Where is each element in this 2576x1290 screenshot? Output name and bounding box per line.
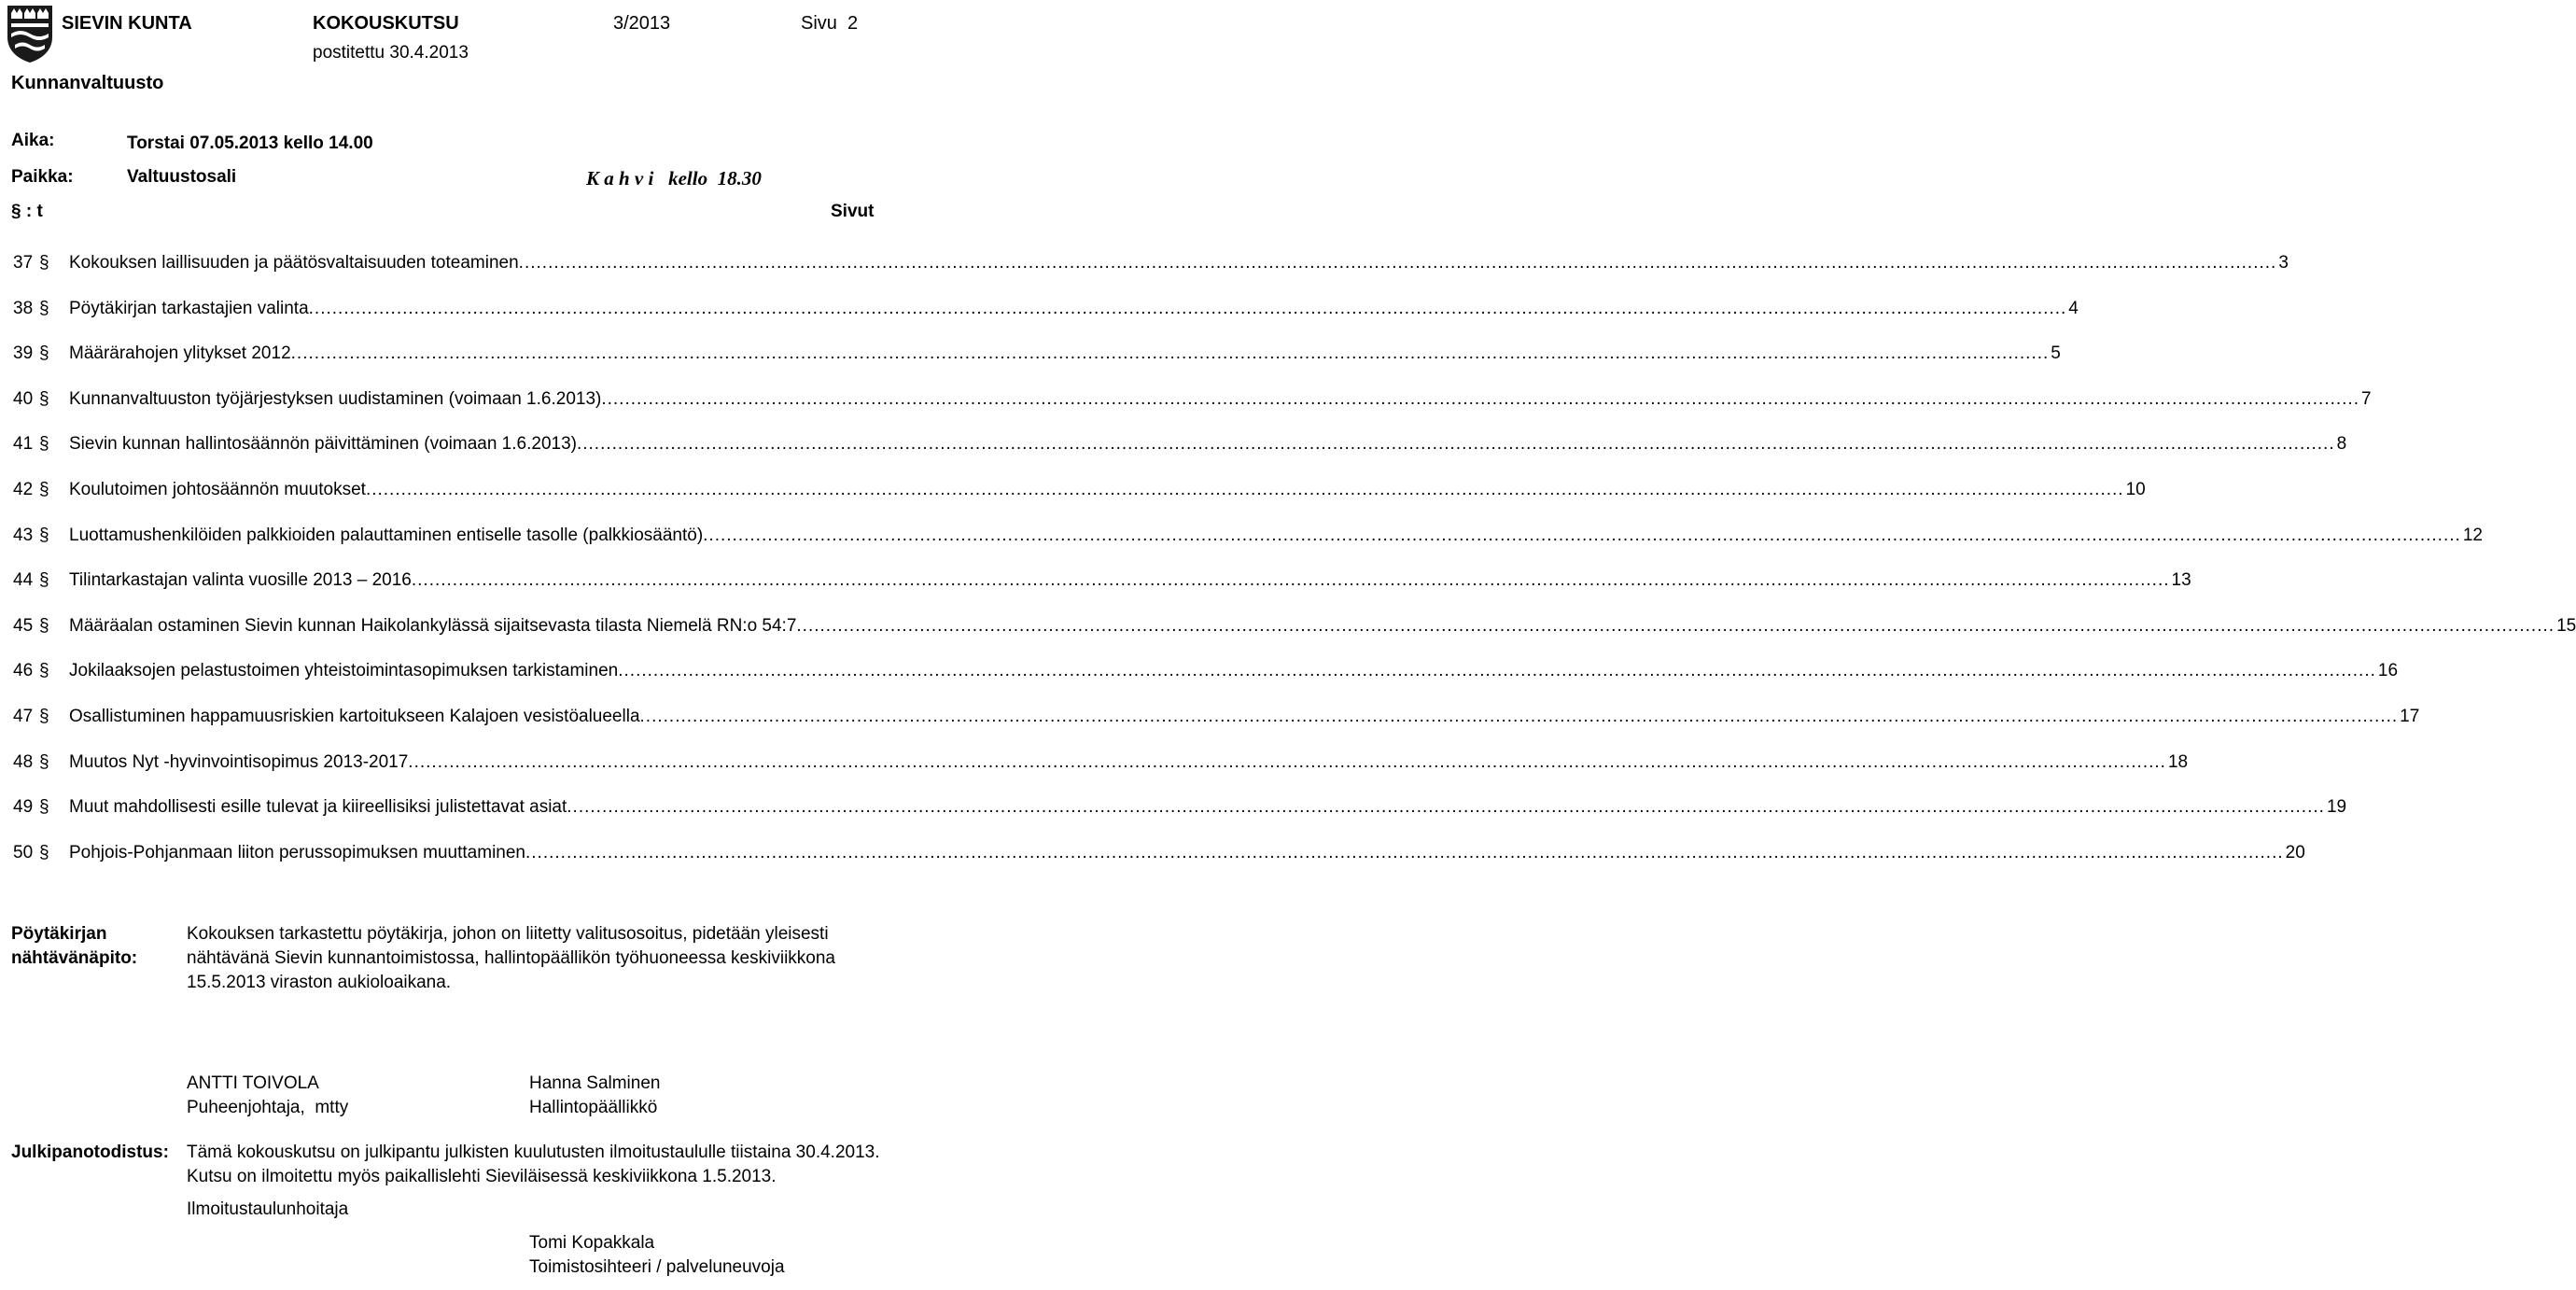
dot-leader: ............................................................................................................................................................................................................................................................................................................ <box>308 299 2067 318</box>
secretary-name: Tomi Kopakkala <box>529 1233 655 1253</box>
agenda-item-title: Määrärahojen ylitykset 2012 <box>69 344 291 363</box>
section-sign: § <box>39 661 49 680</box>
dot-leader: ............................................................................................................................................................................................................................................................................................................ <box>639 707 2399 726</box>
agenda-item-number: 48 <box>13 752 34 772</box>
section-sign: § <box>39 434 49 454</box>
agenda-item-number: 47 <box>13 707 34 726</box>
minutes-text-line3: 15.5.2013 viraston aukioloaikana. <box>187 973 452 992</box>
agenda-item-page: 13 <box>2171 570 2191 590</box>
section-sign: § <box>39 707 49 726</box>
section-sign: § <box>39 253 49 273</box>
dot-leader: ............................................................................................................................................................................................................................................................................................................ <box>618 661 2376 680</box>
posted-date: postitettu 30.4.2013 <box>313 43 469 63</box>
agenda-item-number: 38 <box>13 299 34 318</box>
section-sign: § <box>39 526 49 545</box>
section-sign: § <box>39 570 49 590</box>
doc-number: 3/2013 <box>613 13 671 34</box>
dot-leader: ............................................................................................................................................................................................................................................................................................................ <box>365 480 2124 499</box>
coffee-time: K a h v i kello 18.30 <box>586 167 762 189</box>
dot-leader: ............................................................................................................................................................................................................................................................................................................ <box>408 752 2166 772</box>
agenda-item-title: Muut mahdollisesti esille tulevat ja kiireellisiksi julistettavat asiat <box>69 797 567 817</box>
minutes-label-line2: nähtävänäpito: <box>11 948 138 968</box>
agenda-item <box>13 526 2483 550</box>
minutes-text-line1: Kokouksen tarkastettu pöytäkirja, johon on liitetty valitusosoitus, pidetään yleisesti <box>187 924 829 944</box>
dot-leader: ............................................................................................................................................................................................................................................................................................................ <box>290 344 2050 363</box>
agenda-item-title: Määräalan ostaminen Sievin kunnan Haikolankylässä sijaitsevasta tilasta Niemelä RN:o 54:7 <box>69 616 797 636</box>
dot-leader: ............................................................................................................................................................................................................................................................................................................ <box>576 434 2335 454</box>
admin-name: Hanna Salminen <box>529 1073 661 1093</box>
org-name: SIEVIN KUNTA <box>62 13 192 34</box>
section-sign: § <box>39 299 49 318</box>
time-label: Aika: <box>11 131 55 150</box>
agenda-item <box>13 707 2420 731</box>
agenda-item-page: 16 <box>2377 661 2399 680</box>
dot-leader: ............................................................................................................................................................................................................................................................................................................ <box>525 843 2284 862</box>
agenda-item-title: Jokilaaksojen pelastustoimen yhteistoimintasopimuksen tarkistaminen <box>69 661 619 680</box>
minutes-text-line2: nähtävänä Sievin kunnantoimistossa, hallintopäällikön työhuoneessa keskiviikkona <box>187 948 835 968</box>
agenda-item-title: Luottamushenkilöiden palkkioiden palauttaminen entiselle tasolle (palkkiosääntö) <box>69 526 704 545</box>
agenda-item-title: Sievin kunnan hallintosäännön päivittäminen (voimaan 1.6.2013) <box>69 434 577 454</box>
agenda-item <box>13 480 2146 504</box>
agenda-item-number: 49 <box>13 797 34 817</box>
section-sign: § <box>39 480 49 499</box>
agenda-item-number: 41 <box>13 434 34 454</box>
agenda-item-number: 40 <box>13 389 34 409</box>
agenda-item-page: 7 <box>2361 389 2372 409</box>
time-value: Torstai 07.05.2013 kello 14.00 <box>127 133 373 153</box>
page-label: Sivu 2 <box>801 13 859 34</box>
agenda-item-number: 42 <box>13 480 34 499</box>
dot-leader: ............................................................................................................................................................................................................................................................................................................ <box>567 797 2325 817</box>
notice-line1: Tämä kokouskutsu on julkipantu julkisten kuulutusten ilmoitustaululle tiistaina 30.4.2013. <box>187 1143 880 1162</box>
agenda-item-title: Kokouksen laillisuuden ja päätösvaltaisuuden toteaminen <box>69 253 519 273</box>
agenda-item <box>13 797 2347 821</box>
agenda-item <box>13 843 2305 867</box>
section-sign: § <box>39 389 49 409</box>
dot-leader: ............................................................................................................................................................................................................................................................................................................ <box>601 389 2359 409</box>
agenda-item <box>13 434 2347 458</box>
agenda-item-number: 44 <box>13 570 34 590</box>
dot-leader: ............................................................................................................................................................................................................................................................................................................ <box>411 570 2170 590</box>
agenda-item <box>13 752 2189 777</box>
agenda-item-title: Muutos Nyt -hyvinvointisopimus 2013-2017 <box>69 752 409 772</box>
agenda-item-number: 46 <box>13 661 34 680</box>
agenda-item-page: 8 <box>2336 434 2347 454</box>
municipal-crest-icon <box>6 4 54 63</box>
agenda-item-page: 18 <box>2167 752 2189 772</box>
agenda-item <box>13 344 2061 368</box>
agenda-item-page: 15 <box>2556 616 2576 636</box>
agenda-item-number: 43 <box>13 526 34 545</box>
place-value: Valtuustosali <box>127 167 237 187</box>
agenda-item-page: 3 <box>2278 253 2289 273</box>
section-sign: § <box>39 843 49 862</box>
body-name: Kunnanvaltuusto <box>11 73 164 93</box>
place-label: Paikka: <box>11 167 74 187</box>
admin-title: Hallintopäällikkö <box>529 1098 658 1117</box>
section-sign: § <box>39 344 49 363</box>
agenda-item <box>13 616 2576 640</box>
minutes-label-line1: Pöytäkirjan <box>11 924 107 944</box>
agenda-item-number: 39 <box>13 344 34 363</box>
agenda-item <box>13 253 2289 277</box>
agenda-item-number: 45 <box>13 616 34 636</box>
notice-label: Julkipanotodistus: <box>11 1143 169 1162</box>
agenda-item-number: 50 <box>13 843 34 862</box>
agenda-item <box>13 570 2191 595</box>
agenda-item-page: 19 <box>2326 797 2347 817</box>
agenda-item-title: Osallistuminen happamuusriskien kartoitukseen Kalajoen vesistöalueella <box>69 707 640 726</box>
agenda-item-page: 12 <box>2462 526 2483 545</box>
agenda-item-page: 20 <box>2285 843 2305 862</box>
board-keeper: Ilmoitustaulunhoitaja <box>187 1199 349 1219</box>
agenda-item-number: 37 <box>13 253 34 273</box>
agenda-item <box>13 389 2372 414</box>
secretary-title: Toimistosihteeri / palveluneuvoja <box>529 1257 785 1277</box>
section-sign: § <box>39 752 49 772</box>
agenda-header-left: § : t <box>11 202 43 221</box>
agenda-item-page: 10 <box>2125 480 2146 499</box>
agenda-item-page: 5 <box>2051 344 2061 363</box>
chair-title: Puheenjohtaja, mtty <box>187 1098 349 1117</box>
agenda-item-title: Pohjois-Pohjanmaan liiton perussopimuksen muuttaminen <box>69 843 525 862</box>
dot-leader: ............................................................................................................................................................................................................................................................................................................ <box>703 526 2461 545</box>
section-sign: § <box>39 616 49 636</box>
agenda-item-title: Kunnanvaltuuston työjärjestyksen uudistaminen (voimaan 1.6.2013) <box>69 389 602 409</box>
agenda-item-title: Pöytäkirjan tarkastajien valinta <box>69 299 309 318</box>
agenda-item-title: Koulutoimen johtosäännön muutokset <box>69 480 366 499</box>
agenda-item <box>13 299 2079 323</box>
agenda-item-title: Tilintarkastajan valinta vuosille 2013 – 2016 <box>69 570 412 590</box>
notice-line2: Kutsu on ilmoitettu myös paikallislehti Sieviläisessä keskiviikkona 1.5.2013. <box>187 1167 777 1186</box>
dot-leader: ............................................................................................................................................................................................................................................................................................................ <box>518 253 2277 273</box>
chair-name: ANTTI TOIVOLA <box>187 1073 319 1093</box>
agenda-item <box>13 661 2399 685</box>
agenda-header-right: Sivut <box>831 202 875 221</box>
agenda-item-page: 4 <box>2068 299 2079 318</box>
dot-leader: ............................................................................................................................................................................................................................................................................................................ <box>796 616 2555 636</box>
section-sign: § <box>39 797 49 817</box>
agenda-item-page: 17 <box>2400 707 2420 726</box>
doc-type: KOKOUSKUTSU <box>313 13 459 34</box>
